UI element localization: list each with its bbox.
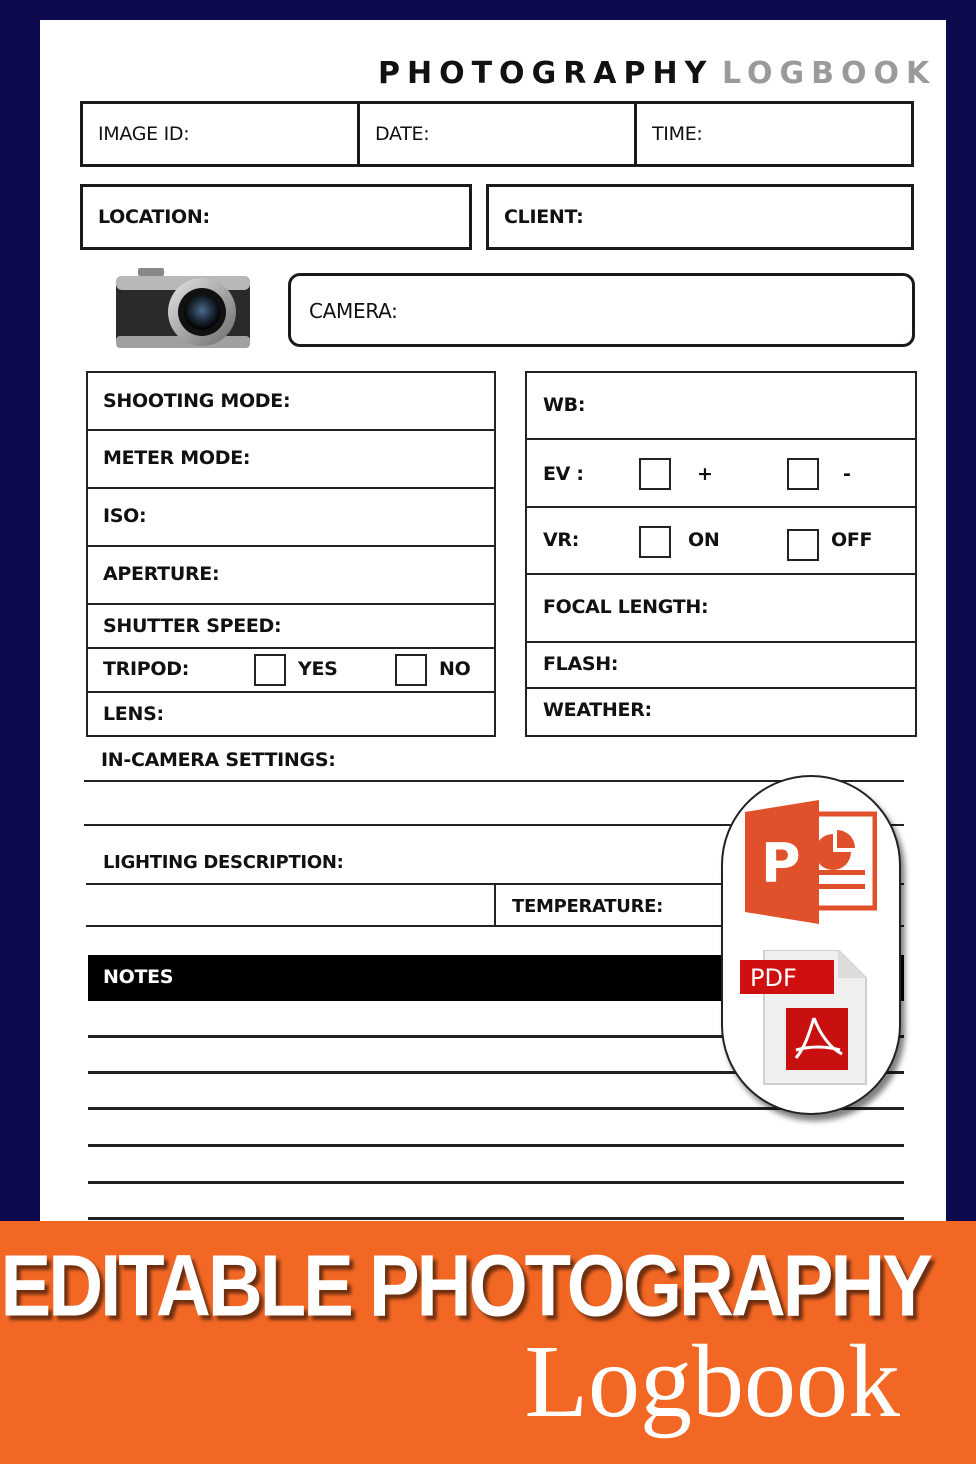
vr-label: VR: bbox=[543, 529, 580, 551]
ev-minus-label: - bbox=[843, 463, 851, 485]
vr-off-label: OFF bbox=[831, 529, 873, 551]
right-settings-table bbox=[525, 371, 917, 737]
tripod-no-label: NO bbox=[439, 658, 471, 680]
date-field[interactable]: DATE: bbox=[375, 123, 430, 145]
divider bbox=[86, 545, 496, 547]
temperature-field[interactable]: TEMPERATURE: bbox=[512, 896, 664, 917]
divider bbox=[525, 506, 917, 508]
image-id-field[interactable]: IMAGE ID: bbox=[98, 123, 190, 145]
camera-field[interactable]: CAMERA: bbox=[309, 299, 398, 323]
banner-subtitle: Logbook bbox=[524, 1324, 900, 1439]
divider bbox=[357, 101, 360, 167]
shutter-speed-field[interactable]: SHUTTER SPEED: bbox=[103, 615, 282, 637]
tripod-yes-checkbox[interactable] bbox=[254, 654, 286, 686]
location-field[interactable]: LOCATION: bbox=[98, 206, 210, 228]
shooting-mode-field[interactable]: SHOOTING MODE: bbox=[103, 390, 291, 412]
tripod-yes-label: YES bbox=[298, 658, 338, 680]
divider bbox=[86, 429, 496, 431]
title-logbook: LOGBOOK bbox=[722, 56, 937, 91]
vr-off-checkbox[interactable] bbox=[787, 529, 819, 561]
ev-plus-label: + bbox=[697, 463, 713, 485]
svg-text:PDF: PDF bbox=[750, 964, 797, 992]
divider bbox=[525, 687, 917, 689]
iso-field[interactable]: ISO: bbox=[103, 505, 147, 527]
notes-line[interactable] bbox=[88, 1144, 904, 1147]
divider bbox=[494, 883, 496, 925]
tripod-label: TRIPOD: bbox=[103, 658, 190, 680]
divider bbox=[634, 101, 637, 167]
ev-minus-checkbox[interactable] bbox=[787, 458, 819, 490]
camera-icon bbox=[112, 266, 256, 354]
svg-text:P: P bbox=[761, 832, 801, 895]
divider bbox=[86, 487, 496, 489]
left-settings-table bbox=[86, 371, 496, 737]
divider bbox=[525, 641, 917, 643]
weather-field[interactable]: WEATHER: bbox=[543, 699, 652, 721]
flash-field[interactable]: FLASH: bbox=[543, 653, 619, 675]
meter-mode-field[interactable]: METER MODE: bbox=[103, 447, 251, 469]
aperture-field[interactable]: APERTURE: bbox=[103, 563, 220, 585]
ev-plus-checkbox[interactable] bbox=[639, 458, 671, 490]
wb-field[interactable]: WB: bbox=[543, 394, 586, 416]
time-field[interactable]: TIME: bbox=[652, 123, 703, 145]
divider bbox=[86, 647, 496, 649]
notes-label: NOTES bbox=[103, 966, 174, 988]
notes-line[interactable] bbox=[88, 1217, 904, 1220]
focal-length-field[interactable]: FOCAL LENGTH: bbox=[543, 596, 709, 618]
vr-on-checkbox[interactable] bbox=[639, 526, 671, 558]
powerpoint-icon bbox=[745, 800, 877, 924]
tripod-no-checkbox[interactable] bbox=[395, 654, 427, 686]
banner-headline: EDITABLE PHOTOGRAPHY bbox=[0, 1237, 930, 1335]
divider bbox=[86, 603, 496, 605]
divider bbox=[525, 438, 917, 440]
divider bbox=[525, 573, 917, 575]
lighting-description-field[interactable]: LIGHTING DESCRIPTION: bbox=[103, 852, 344, 873]
title-photography: PHOTOGRAPHY bbox=[378, 56, 714, 91]
row-id-date-time bbox=[80, 101, 914, 167]
notes-line[interactable] bbox=[88, 1181, 904, 1184]
vr-on-label: ON bbox=[688, 529, 720, 551]
in-camera-settings-field[interactable]: IN-CAMERA SETTINGS: bbox=[101, 749, 336, 771]
pdf-icon bbox=[740, 950, 870, 1086]
ev-label: EV : bbox=[543, 463, 584, 485]
client-field[interactable]: CLIENT: bbox=[504, 206, 584, 228]
divider bbox=[86, 691, 496, 693]
lens-field[interactable]: LENS: bbox=[103, 703, 164, 725]
